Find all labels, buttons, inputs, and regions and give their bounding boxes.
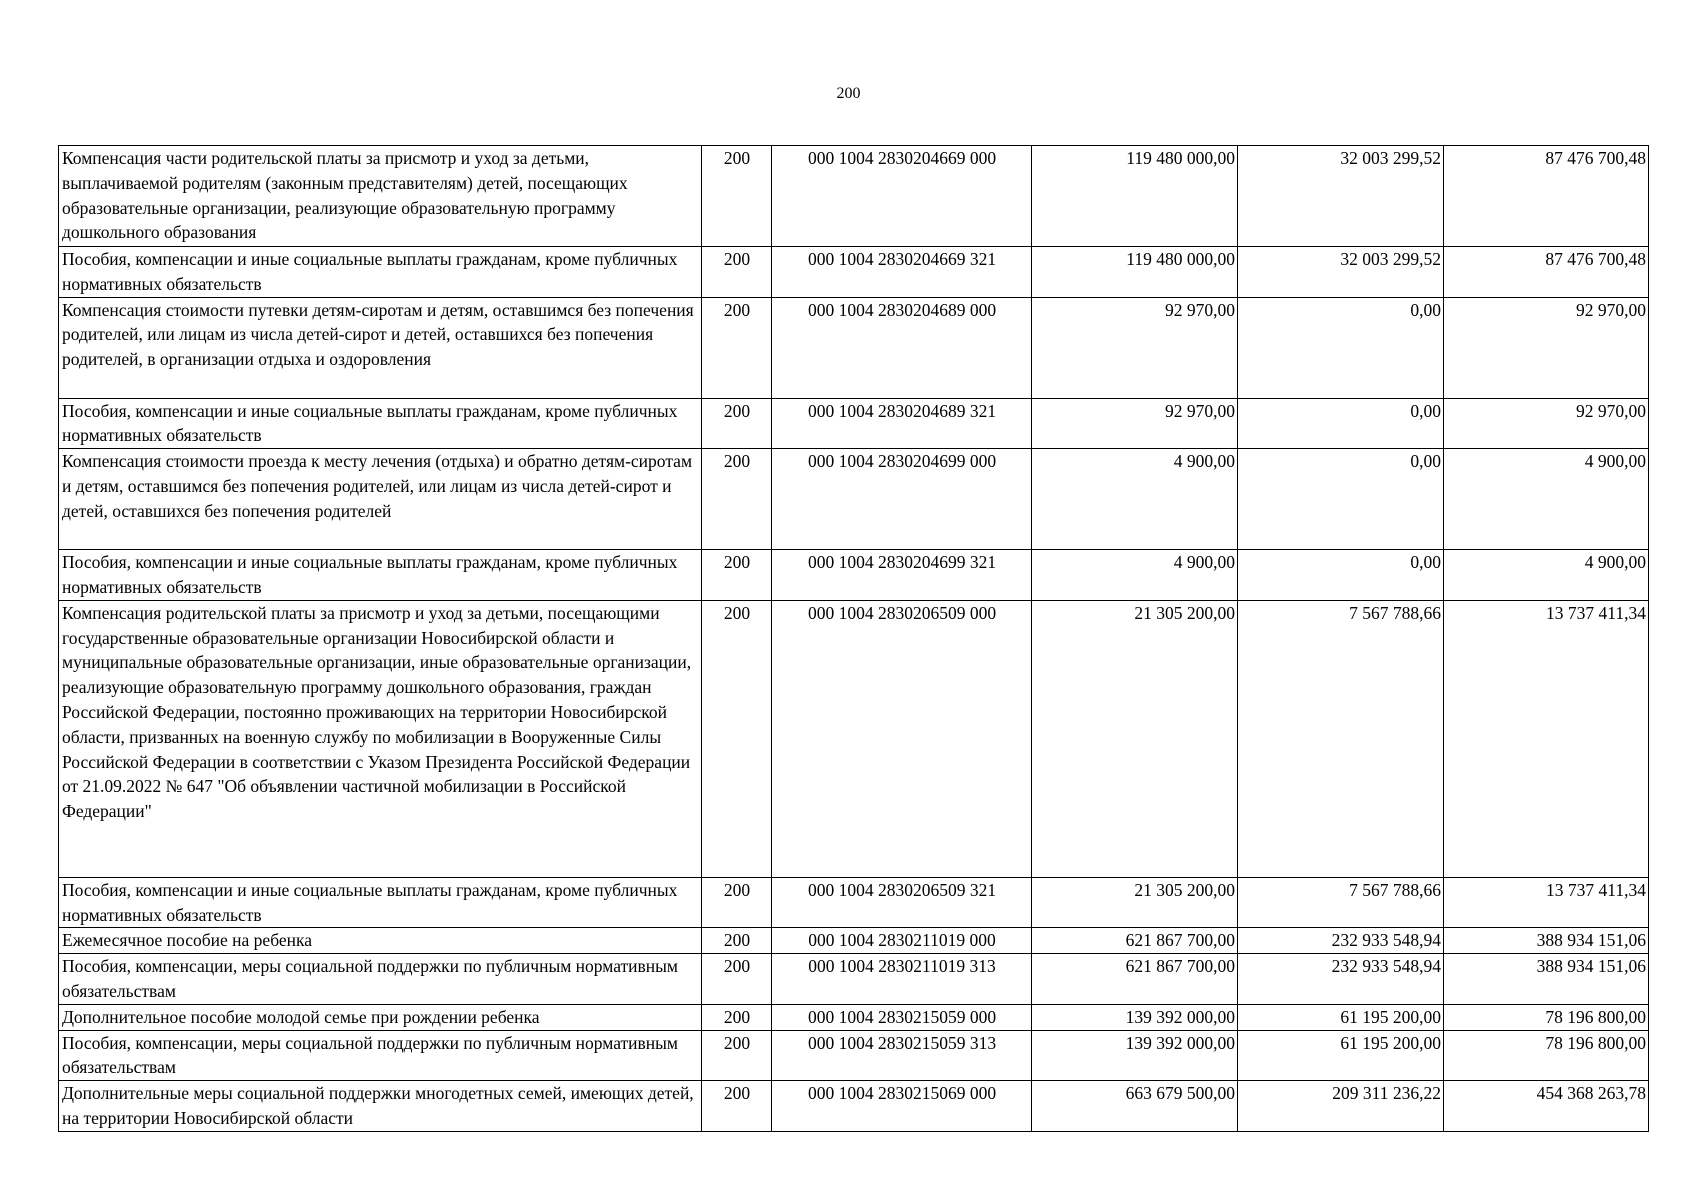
table-row	[59, 398, 1649, 449]
table-row	[59, 1081, 1649, 1132]
row-code: 200	[702, 146, 772, 247]
row-approved: 92 970,00	[1032, 297, 1238, 398]
row-code: 200	[702, 1004, 772, 1030]
row-executed: 0,00	[1238, 398, 1444, 449]
budget-execution-table	[58, 145, 1649, 1132]
row-executed: 0,00	[1238, 550, 1444, 601]
row-code: 200	[702, 297, 772, 398]
row-classification: 000 1004 2830206509 321	[772, 877, 1032, 928]
row-classification: 000 1004 2830215059 000	[772, 1004, 1032, 1030]
row-executed: 0,00	[1238, 297, 1444, 398]
row-name: Пособия, компенсации, меры социальной поддержки по публичным нормативным обязательствам	[59, 1030, 702, 1081]
row-executed: 32 003 299,52	[1238, 247, 1444, 298]
row-unexecuted: 92 970,00	[1444, 297, 1649, 398]
row-classification: 000 1004 2830215069 000	[772, 1081, 1032, 1132]
row-code: 200	[702, 954, 772, 1005]
row-name: Ежемесячное пособие на ребенка	[59, 928, 702, 954]
row-unexecuted: 4 900,00	[1444, 550, 1649, 601]
row-name: Пособия, компенсации и иные социальные выплаты гражданам, кроме публичных нормативных обязательств	[59, 247, 702, 298]
row-approved: 139 392 000,00	[1032, 1004, 1238, 1030]
row-name: Компенсация стоимости проезда к месту лечения (отдыха) и обратно детям-сиротам и детям, оставшимся без попечения родителей, или лицам из числа детей-сирот и детей, оставшихся без попечения родителей	[59, 449, 702, 550]
row-unexecuted: 87 476 700,48	[1444, 146, 1649, 247]
row-executed: 0,00	[1238, 449, 1444, 550]
table-row	[59, 297, 1649, 398]
row-approved: 119 480 000,00	[1032, 146, 1238, 247]
row-classification: 000 1004 2830204689 321	[772, 398, 1032, 449]
row-approved: 21 305 200,00	[1032, 877, 1238, 928]
row-classification: 000 1004 2830211019 313	[772, 954, 1032, 1005]
table-row	[59, 146, 1649, 247]
table-row	[59, 928, 1649, 954]
table-row	[59, 1030, 1649, 1081]
row-executed: 209 311 236,22	[1238, 1081, 1444, 1132]
row-unexecuted: 92 970,00	[1444, 398, 1649, 449]
row-name: Компенсация родительской платы за присмотр и уход за детьми, посещающими государственные образовательные организации Новосибирской области и муниципальные образовательные организации, иные образовательные организации, реализующие образовательную программу дошкольного образования, граждан Российской Федерации, постоянно проживающих на территории Новосибирской области, призванных на военную службу по мобилизации в Вооруженные Силы Российской Федерации в соответствии с Указом Президента Российской Федерации от 21.09.2022 № 647 "Об объявлении частичной мобилизации в Российской Федерации"	[59, 600, 702, 877]
row-code: 200	[702, 550, 772, 601]
row-executed: 232 933 548,94	[1238, 928, 1444, 954]
row-classification: 000 1004 2830215059 313	[772, 1030, 1032, 1081]
row-unexecuted: 13 737 411,34	[1444, 600, 1649, 877]
row-code: 200	[702, 1030, 772, 1081]
row-approved: 92 970,00	[1032, 398, 1238, 449]
row-executed: 61 195 200,00	[1238, 1030, 1444, 1081]
row-unexecuted: 388 934 151,06	[1444, 928, 1649, 954]
row-classification: 000 1004 2830204669 321	[772, 247, 1032, 298]
row-approved: 139 392 000,00	[1032, 1030, 1238, 1081]
row-executed: 7 567 788,66	[1238, 877, 1444, 928]
row-code: 200	[702, 1081, 772, 1132]
row-name: Дополнительные меры социальной поддержки многодетных семей, имеющих детей, на территории Новосибирской области	[59, 1081, 702, 1132]
row-code: 200	[702, 247, 772, 298]
table-row	[59, 600, 1649, 877]
row-name: Дополнительное пособие молодой семье при рождении ребенка	[59, 1004, 702, 1030]
row-classification: 000 1004 2830211019 000	[772, 928, 1032, 954]
row-executed: 32 003 299,52	[1238, 146, 1444, 247]
row-executed: 7 567 788,66	[1238, 600, 1444, 877]
row-code: 200	[702, 928, 772, 954]
row-unexecuted: 454 368 263,78	[1444, 1081, 1649, 1132]
row-code: 200	[702, 877, 772, 928]
row-classification: 000 1004 2830204689 000	[772, 297, 1032, 398]
row-approved: 4 900,00	[1032, 449, 1238, 550]
table-row	[59, 449, 1649, 550]
row-unexecuted: 78 196 800,00	[1444, 1030, 1649, 1081]
table-row	[59, 550, 1649, 601]
row-approved: 4 900,00	[1032, 550, 1238, 601]
row-executed: 61 195 200,00	[1238, 1004, 1444, 1030]
row-approved: 119 480 000,00	[1032, 247, 1238, 298]
row-code: 200	[702, 449, 772, 550]
row-unexecuted: 78 196 800,00	[1444, 1004, 1649, 1030]
row-name: Компенсация части родительской платы за присмотр и уход за детьми, выплачиваемой родителям (законным представителям) детей, посещающих образовательные организации, реализующие образовательную программу дошкольного образования	[59, 146, 702, 247]
row-classification: 000 1004 2830204669 000	[772, 146, 1032, 247]
row-name: Пособия, компенсации и иные социальные выплаты гражданам, кроме публичных нормативных обязательств	[59, 550, 702, 601]
row-approved: 621 867 700,00	[1032, 928, 1238, 954]
table-row	[59, 1004, 1649, 1030]
page-number: 200	[836, 85, 861, 102]
row-unexecuted: 4 900,00	[1444, 449, 1649, 550]
row-classification: 000 1004 2830204699 321	[772, 550, 1032, 601]
row-approved: 621 867 700,00	[1032, 954, 1238, 1005]
row-unexecuted: 87 476 700,48	[1444, 247, 1649, 298]
row-executed: 232 933 548,94	[1238, 954, 1444, 1005]
table-row	[59, 954, 1649, 1005]
row-unexecuted: 388 934 151,06	[1444, 954, 1649, 1005]
row-unexecuted: 13 737 411,34	[1444, 877, 1649, 928]
row-name: Пособия, компенсации и иные социальные выплаты гражданам, кроме публичных нормативных обязательств	[59, 877, 702, 928]
row-name: Компенсация стоимости путевки детям-сиротам и детям, оставшимся без попечения родителей, или лицам из числа детей-сирот и детей, оставшихся без попечения родителей, в организации отдыха и оздоровления	[59, 297, 702, 398]
table-row	[59, 877, 1649, 928]
row-approved: 663 679 500,00	[1032, 1081, 1238, 1132]
table-row	[59, 247, 1649, 298]
row-code: 200	[702, 398, 772, 449]
row-classification: 000 1004 2830206509 000	[772, 600, 1032, 877]
row-classification: 000 1004 2830204699 000	[772, 449, 1032, 550]
row-code: 200	[702, 600, 772, 877]
row-approved: 21 305 200,00	[1032, 600, 1238, 877]
row-name: Пособия, компенсации, меры социальной поддержки по публичным нормативным обязательствам	[59, 954, 702, 1005]
row-name: Пособия, компенсации и иные социальные выплаты гражданам, кроме публичных нормативных обязательств	[59, 398, 702, 449]
